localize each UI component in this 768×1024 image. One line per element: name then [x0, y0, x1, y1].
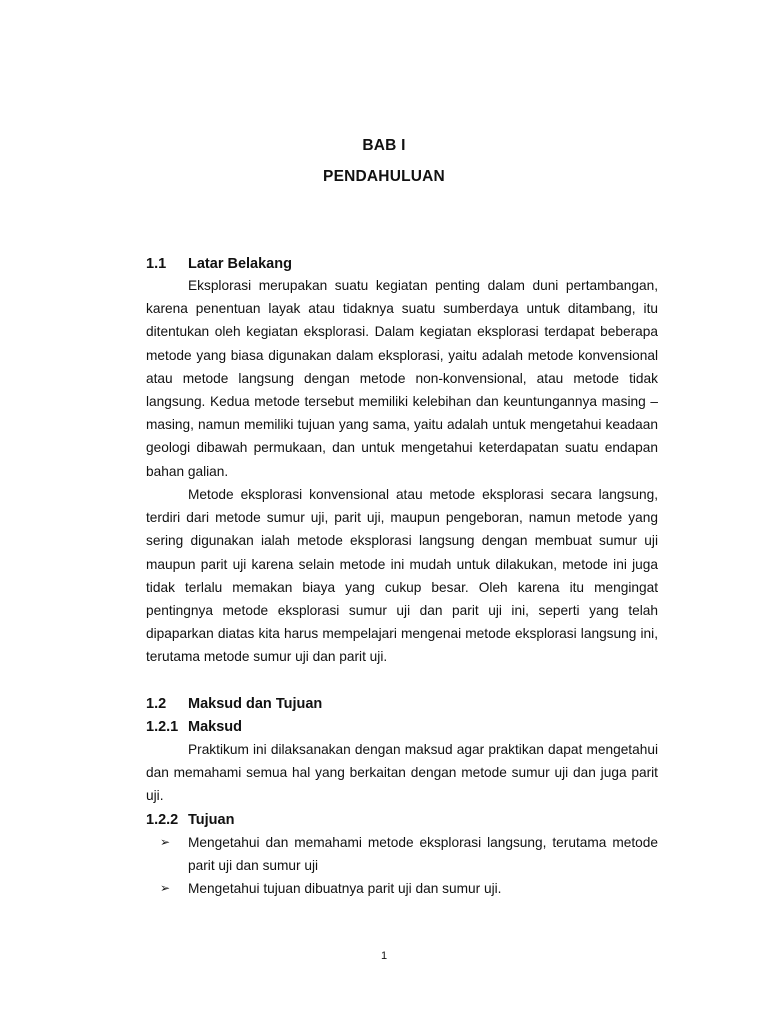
section-heading-1-1: [146, 254, 292, 274]
chapter-number: BAB I: [362, 137, 406, 154]
list-item-text: Mengetahui tujuan dibuatnya parit uji dan sumur uji.: [188, 881, 502, 897]
list-item: [146, 831, 658, 877]
chapter-title: PENDAHULUAN: [323, 168, 445, 185]
list-item: [146, 877, 658, 900]
paragraph-maksud: Praktikum ini dilaksanakan dengan maksud agar praktikan dapat mengetahui dan memahami semua hal yang berkaitan dengan metode sumur uji dan juga parit uji.: [146, 742, 658, 804]
page-number: 1: [380, 950, 388, 962]
subsection-heading-tujuan: [146, 810, 234, 830]
list-item-text: Mengetahui dan memahami metode eksplorasi langsung, terutama metode parit uji dan sumur uji: [188, 835, 658, 874]
tujuan-list: [146, 831, 658, 901]
paragraph-latar-belakang-2: Metode eksplorasi konvensional atau metode eksplorasi secara langsung, terdiri dari metode sumur uji, parit uji, maupun pengeboran, namun metode yang sering digunakan ialah metode eksplorasi langsung dengan membuat sumur uji maupun parit uji karena selain metode ini mudah untuk dilakukan, metode ini juga tidak terlalu memakan biaya yang cukup besar. Oleh karena itu mengingat pentingnya metode eksplorasi sumur uji dan parit uji ini, seperti yang telah dipaparkan diatas kita harus mempelajari mengenai metode eksplorasi langsung ini, terutama metode sumur uji dan parit uji.: [146, 487, 658, 665]
section-title: Maksud dan Tujuan: [188, 696, 323, 712]
section-title: Latar Belakang: [188, 256, 292, 272]
section-heading-1-2: [146, 694, 322, 714]
arrowhead-bullet-icon: ➢: [160, 881, 171, 896]
section-number: 1.2: [146, 696, 167, 712]
subsection-heading-maksud: [146, 717, 242, 737]
subsection-number: 1.2.1: [146, 719, 179, 735]
subsection-number: 1.2.2: [146, 812, 179, 828]
section-number: 1.1: [146, 256, 167, 272]
subsection-title: Tujuan: [188, 812, 235, 828]
subsection-title: Maksud: [188, 719, 242, 735]
paragraph-latar-belakang-1: Eksplorasi merupakan suatu kegiatan penting dalam duni pertambangan, karena penentuan layak atau tidaknya suatu sumberdaya untuk ditambang, itu ditentukan oleh kegiatan eksplorasi. Dalam kegiatan eksplorasi terdapat beberapa metode yang biasa digunakan dalam eksplorasi, yaitu adalah metode konvensional atau metode langsung dengan metode non-konvensional, atau metode tidak langsung. Kedua metode tersebut memiliki kelebihan dan keuntungannya masing – masing, namun memiliki tujuan yang sama, yaitu adalah untuk mengetahui keadaan geologi dibawah permukaan, dan untuk mengetahui keterdapatan suatu endapan bahan galian.: [146, 278, 658, 479]
arrowhead-bullet-icon: ➢: [160, 835, 171, 849]
